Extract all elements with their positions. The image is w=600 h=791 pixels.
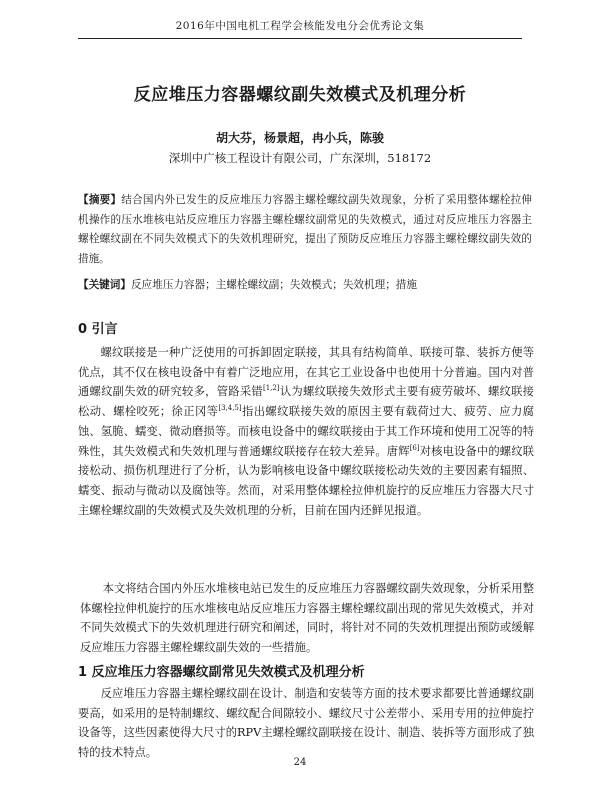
abstract xyxy=(78,191,532,269)
keywords xyxy=(78,276,532,295)
para-text: 螺纹联接是一种广泛使用的可拆卸固定联接，其具有结构简单、联接可靠、装拆方便等优点，其不仅在核电设备中有着广泛地应用，在其它工业设备中也使用十分普遍。国内对普通螺纹副失效的研究较多，管路采错 xyxy=(78,346,534,399)
citation: [6] xyxy=(409,443,420,452)
abstract-text: 结合国内外已发生的反应堆压力容器主螺栓螺纹副失效现象，分析了采用整体螺栓拉伸机操作的压水堆核电站反应堆压力容器主螺栓螺纹副常见的失效模式，通过对反应堆压力容器主螺栓螺纹副在不同失效模式下的失效机理研究，提出了预防反应堆压力容器主螺栓螺纹副失效的措施。 xyxy=(78,194,533,265)
page-number: 24 xyxy=(293,757,307,768)
paper-affiliation: 深圳中广核工程设计有限公司，广东深圳，518172 xyxy=(168,151,432,165)
keywords-label: 【关键词】 xyxy=(78,279,131,291)
para-text: 认为螺纹联接失效形式主要有疲劳破坏、螺纹联接松动、螺栓咬死；徐正冈等 xyxy=(78,385,534,419)
paper-authors: 胡大芬，杨景超，冉小兵，陈骏 xyxy=(215,131,384,145)
running-header: 2016年中国电机工程学会核能发电分会优秀论文集 xyxy=(78,18,522,39)
citation: [3,4,5] xyxy=(218,404,242,413)
section-1-heading: 1 反应堆压力容器螺纹副常见失效模式及机理分析 xyxy=(78,665,365,680)
section-1-paragraph-1: 反应堆压力容器主螺栓螺纹副在设计、制造和安装等方面的技术要求都要比普通螺纹副要高，如采用的是特制螺纹、螺纹配合间隙较小、螺纹尺寸公差带小、采用专用的拉伸旋拧设备等，这些因素使得大尺寸的RPV主螺栓螺纹副联接在设计、制造、装拆等方面形成了独特的技术特点。 xyxy=(78,687,534,760)
section-0-paragraph-1 xyxy=(78,343,534,520)
keywords-text: 反应堆压力容器；主螺栓螺纹副；失效模式；失效机理；措施 xyxy=(130,279,417,291)
para-text: 对核电设备中的螺纹联接松动、损伤机理进行了分析，认为影响核电设备中螺纹联接松动失效的主要因素有辐照、蠕变、振动与微动以及腐蚀等。然而，对采用整体螺栓拉伸机旋拧的反应堆压力容器大尺寸主螺栓螺纹副的失效模式及失效机理的分析，目前在国内还鲜见报道。 xyxy=(78,444,534,517)
abstract-label: 【摘要】 xyxy=(78,194,122,206)
section-0-heading: 0 引言 xyxy=(78,322,118,337)
para-text: 指出螺纹联接失效的原因主要有载荷过大、疲劳、应力腐蚀、氢脆、蠕变、微动磨损等。而核电设备中的螺纹联接由于其工作环境和使用工况等的特殊性，其失效模式和失效机理与普通螺纹联接存在较大差异。唐辉 xyxy=(78,405,534,458)
paper-title: 反应堆压力容器螺纹副失效模式及机理分析 xyxy=(133,85,467,105)
citation: [1,2] xyxy=(263,384,280,393)
section-0-paragraph-2: 本文将结合国内外压水堆核电站已发生的反应堆压力容器螺纹副失效现象，分析采用整体螺栓拉伸机旋拧的压水堆核电站反应堆压力容器主螺栓螺纹副出现的常见失效模式，并对不同失效模式下的失效机理进行研究和阐述，同时，将针对不同的失效机理提出预防或缓解反应堆压力容器主螺栓螺纹副失效的一些措施。 xyxy=(80,582,534,655)
